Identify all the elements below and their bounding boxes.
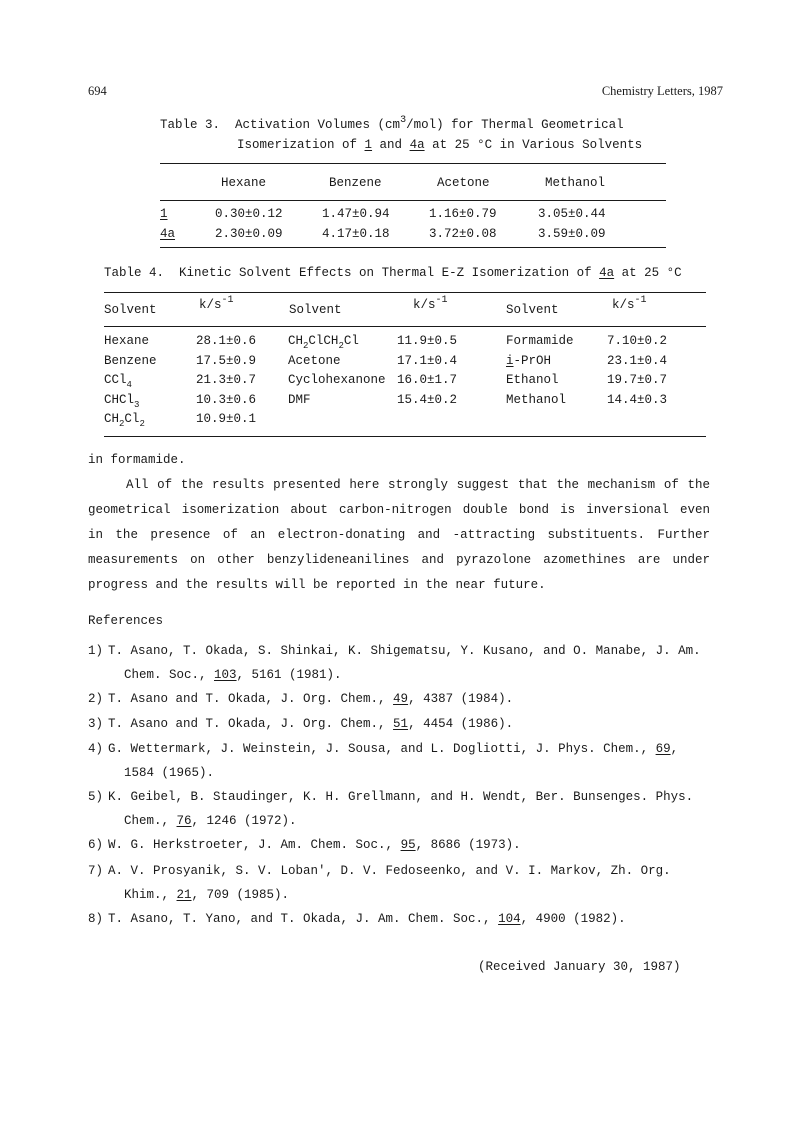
reference-text: 1584 (1965). bbox=[124, 766, 215, 780]
table4-solvent: Benzene bbox=[104, 353, 157, 368]
table4-rate-value: 19.7±0.7 bbox=[607, 373, 668, 387]
table3-caption-line2: Isomerization of 1 and 4a at 25 °C in Various Solvents bbox=[237, 138, 643, 152]
table4-solvent: Ethanol bbox=[506, 373, 559, 387]
reference-number: 5) bbox=[88, 790, 104, 804]
table4-col-k: $k/s^{-1}$ bbox=[199, 295, 234, 312]
reference-text: T. Asano, T. Okada, S. Shinkai, K. Shigematsu, Y. Kusano, and O. Manabe, J. Am. bbox=[108, 644, 701, 658]
table4-solvent: Methanol bbox=[506, 392, 567, 407]
table4-rate-value: 15.4±0.2 bbox=[397, 392, 458, 407]
table4-solvent: i-PrOH bbox=[506, 353, 552, 368]
table3-cell: 2.30±0.09 bbox=[215, 227, 283, 241]
body-paragraph-line: measurements on other benzylideneanilines and pyrazolone azomethines are under bbox=[88, 553, 710, 567]
body-paragraph-line: All of the results presented here strongly suggest that the mechanism of the bbox=[126, 478, 710, 492]
table4-rate-value: 21.3±0.7 bbox=[196, 373, 257, 387]
reference-number: 7) bbox=[88, 864, 104, 878]
reference-number: 8) bbox=[88, 912, 104, 926]
received-date: (Received January 30, 1987) bbox=[478, 960, 681, 974]
body-paragraph-line: progress and the results will be reported in the near future. bbox=[88, 578, 546, 592]
journal-running-head: Chemistry Letters, 1987 bbox=[601, 84, 723, 98]
table3-cell: 3.05±0.44 bbox=[538, 207, 606, 221]
table3-cell: 1.47±0.94 bbox=[322, 207, 390, 221]
table4-col-k: $k/s^{-1}$ bbox=[413, 295, 448, 312]
table4-rate-value: 7.10±0.2 bbox=[607, 334, 668, 348]
table4-rate-value: 28.1±0.6 bbox=[196, 334, 257, 348]
reference-text: T. Asano and T. Okada, J. Org. Chem., 51, 4454 (1986). bbox=[108, 717, 514, 731]
table4-col-k: $k/s^{-1}$ bbox=[612, 295, 647, 312]
table4-caption: Table 4. Kinetic Solvent Effects on Thermal E-Z Isomerization of 4a at 25 °C bbox=[104, 266, 682, 280]
table4-solvent: CCl$_4$ bbox=[104, 373, 132, 390]
reference-text: G. Wettermark, J. Weinstein, J. Sousa, and L. Dogliotti, J. Phys. Chem., 69, bbox=[108, 742, 679, 756]
table4-solvent: CHCl$_3$ bbox=[104, 392, 140, 410]
table3-cell: 4.17±0.18 bbox=[322, 227, 390, 241]
table3-cell: 0.30±0.12 bbox=[215, 207, 283, 221]
table4-rate-value: 11.9±0.5 bbox=[397, 334, 458, 348]
reference-text: W. G. Herkstroeter, J. Am. Chem. Soc., 95, 8686 (1973). bbox=[108, 838, 521, 852]
table3-col-hexane: Hexane bbox=[221, 176, 267, 190]
reference-text: Chem., 76, 1246 (1972). bbox=[124, 814, 297, 828]
table3-row-label: 1 bbox=[160, 207, 168, 221]
reference-text: K. Geibel, B. Staudinger, K. H. Grellmann, and H. Wendt, Ber. Bunsenges. Phys. bbox=[108, 790, 694, 804]
table4-col-solvent: Solvent bbox=[506, 303, 559, 317]
table3-row-label: 4a bbox=[160, 227, 176, 241]
table4-col-solvent: Solvent bbox=[289, 303, 342, 317]
table4-rate-value: 17.1±0.4 bbox=[397, 353, 458, 368]
body-paragraph-line: geometrical isomerization about carbon-nitrogen double bond is inversional even bbox=[88, 503, 710, 517]
table4-solvent: Acetone bbox=[288, 353, 341, 368]
table3-cell: 3.59±0.09 bbox=[538, 227, 606, 241]
table4-col-solvent: Solvent bbox=[104, 303, 157, 317]
table4-solvent: Cyclohexanone bbox=[288, 373, 386, 387]
page-number: 694 bbox=[88, 84, 107, 98]
table4-rate-value: 23.1±0.4 bbox=[607, 353, 668, 368]
table3-col-methanol: Methanol bbox=[545, 176, 606, 190]
table4-rate-value: 10.3±0.6 bbox=[196, 392, 257, 407]
table4-rate-value: 17.5±0.9 bbox=[196, 353, 257, 368]
reference-text: T. Asano and T. Okada, J. Org. Chem., 49, 4387 (1984). bbox=[108, 692, 514, 706]
reference-text: T. Asano, T. Yano, and T. Okada, J. Am. Chem. Soc., 104, 4900 (1982). bbox=[108, 912, 626, 926]
reference-number: 4) bbox=[88, 742, 104, 756]
table3-col-acetone: Acetone bbox=[437, 176, 490, 190]
reference-number: 1) bbox=[88, 644, 104, 658]
reference-number: 2) bbox=[88, 692, 104, 706]
body-paragraph-line: in the presence of an electron-donating and -attracting substituents. Further bbox=[88, 528, 710, 542]
references-heading: References bbox=[88, 614, 164, 628]
table4-solvent: DMF bbox=[288, 392, 311, 407]
reference-text: A. V. Prosyanik, S. V. Loban', D. V. Fedoseenko, and V. I. Markov, Zh. Org. bbox=[108, 864, 671, 878]
body-line: in formamide. bbox=[88, 453, 186, 467]
table3-cell: 3.72±0.08 bbox=[429, 227, 497, 241]
table4-rate-value: 16.0±1.7 bbox=[397, 373, 458, 387]
reference-text: Chem. Soc., 103, 5161 (1981). bbox=[124, 668, 342, 682]
reference-number: 3) bbox=[88, 717, 104, 731]
reference-number: 6) bbox=[88, 838, 104, 852]
table4-solvent: Hexane bbox=[104, 334, 150, 348]
table3-col-benzene: Benzene bbox=[329, 176, 382, 190]
table4-solvent: $CH_2Cl_2$ bbox=[104, 412, 145, 429]
table4-rate-value: 14.4±0.3 bbox=[607, 392, 668, 407]
table4-solvent: $CH_2ClCH_2Cl$ bbox=[288, 334, 359, 351]
table3-cell: 1.16±0.79 bbox=[429, 207, 497, 221]
table4-solvent: Formamide bbox=[506, 334, 574, 348]
reference-text: Khim., 21, 709 (1985). bbox=[124, 888, 290, 902]
table4-rate-value: 10.9±0.1 bbox=[196, 412, 257, 426]
table3-caption-line1: Table 3. Activation Volumes $(cm^3/mol)$ for Thermal Geometrical bbox=[160, 115, 624, 132]
